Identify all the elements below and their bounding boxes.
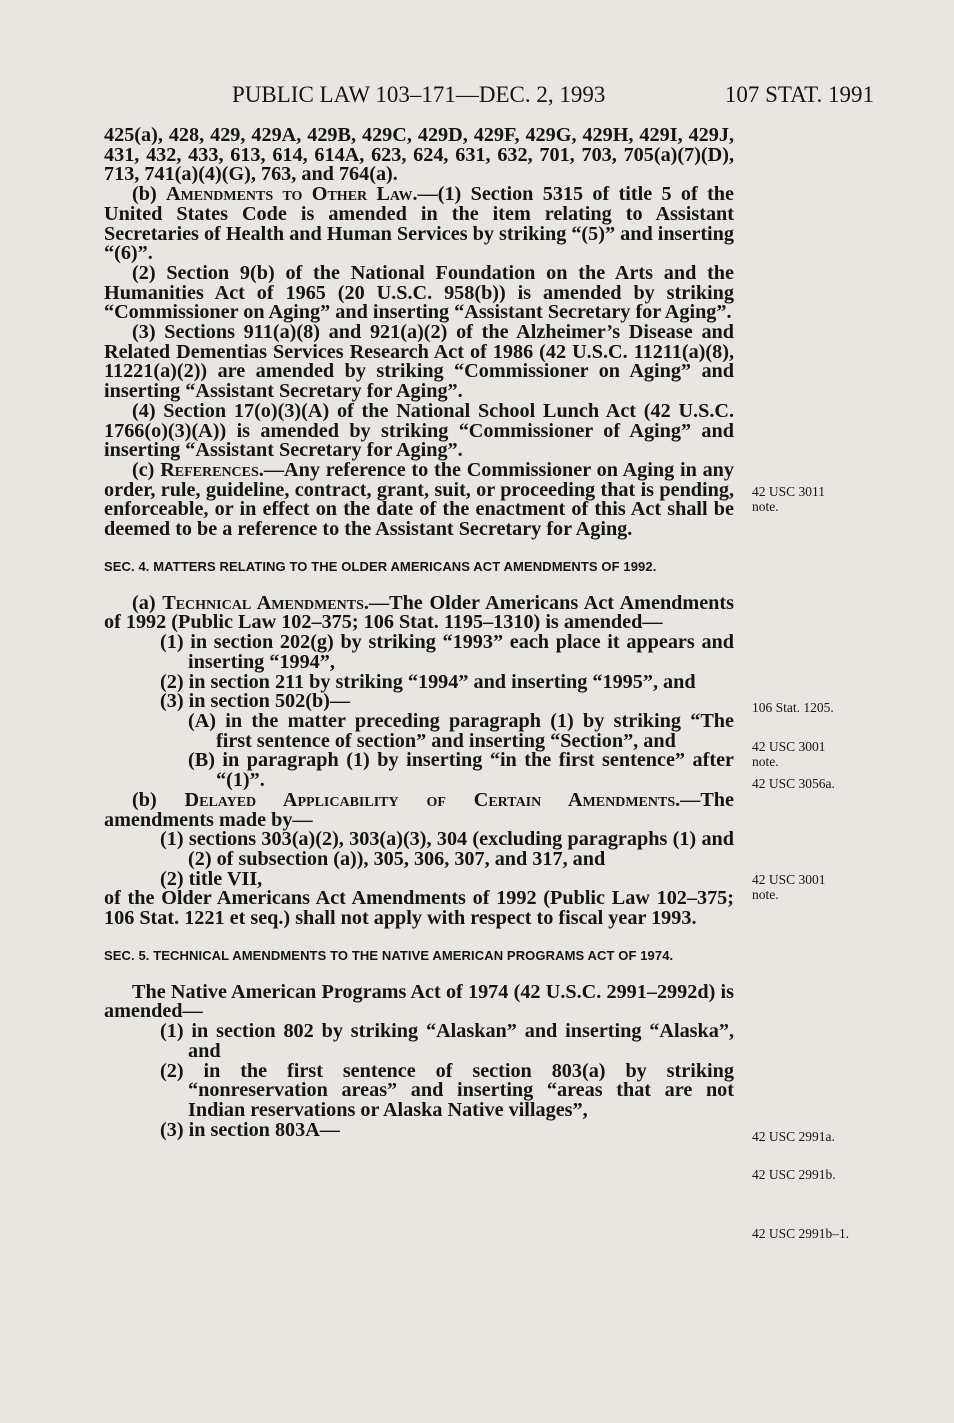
item-2-section-803a: (2) in the first sentence of section 803(a) by striking “nonreservation areas” and inserting “areas that are not Indian reservations or Alaska Native villages”,: [160, 1059, 734, 1121]
item-a-matter-preceding: (A) in the matter preceding paragraph (1) by striking “The first sentence of section” and inserting “Section”, and: [188, 709, 734, 752]
subsection-heading: Amendments to Other Law: [166, 183, 413, 206]
section-5-heading: SEC. 5. TECHNICAL AMENDMENTS TO THE NATIVE AMERICAN PROGRAMS ACT OF 1974.: [104, 947, 674, 963]
item-b-paragraph-1: (B) in paragraph (1) by inserting “in the first sentence” after “(1)”.: [188, 749, 734, 792]
header-stat-page: 107 STAT. 1991: [724, 82, 874, 107]
margin-note: 42 USC 2991b.: [752, 1167, 836, 1182]
item-3-section-502b: (3) in section 502(b)—: [160, 690, 351, 713]
item-1-sections-303: (1) sections 303(a)(2), 303(a)(3), 304 (excluding paragraphs (1) and (2) of subsection (a)), 305, 306, 307, and 317, and: [160, 828, 734, 870]
subsection-b-amendments-other-law: [104, 185, 734, 264]
item-1-section-202g: (1) in section 202(g) by striking “1993” each place it appears and inserting “1994”,: [160, 631, 734, 673]
item-3-section-803A: (3) in section 803A—: [160, 1118, 340, 1141]
paragraph-2-arts-humanities: (2) Section 9(b) of the National Foundation on the Arts and the Humanities Act of 1965 (20 U.S.C. 958(b)) is amended by striking “Commissioner on Aging” and inserting “Assistant Secretary for Aging”.: [104, 261, 734, 324]
subsection-text: .—(1) Section 5315 of title 5 of the United States Code is amended in the item relating to Assistant Secretaries of Health and Human Services by striking “(5)” and inserting “(6)”.: [104, 183, 734, 265]
subsection-label: (c): [132, 458, 161, 481]
subsection-heading: Delayed Applicability of Certain Amendments: [184, 788, 676, 811]
section-4-heading: SEC. 4. MATTERS RELATING TO THE OLDER AMERICANS ACT AMENDMENTS OF 1992.: [104, 558, 657, 574]
margin-note: 42 USC 2991b–1.: [752, 1226, 850, 1241]
subsection-text: .—Any reference to the Commissioner on Aging in any order, rule, guideline, contract, grant, suit, or proceeding that is pending, enforceable, or in effect on the date of the enactment of this Act shall be deemed to be a reference to the Assistant Secretary for Aging.: [104, 458, 734, 541]
subsection-label: (b): [132, 183, 166, 206]
subsection-heading: References: [160, 458, 259, 481]
subsection-text: .—The Older Americans Act Amendments of 1992 (Public Law 102–375; 106 Stat. 1195–1310) is amended—: [104, 591, 734, 634]
subsection-a-technical-amendments: [104, 591, 734, 634]
header-public-law: PUBLIC LAW 103–171—DEC. 2, 1993: [232, 82, 606, 107]
item-1-section-802: (1) in section 802 by striking “Alaskan” and inserting “Alaska”, and: [160, 1020, 734, 1062]
paragraph-4-school-lunch: (4) Section 17(o)(3)(A) of the National School Lunch Act (42 U.S.C. 1766(o)(3)(A)) is amended by striking “Commissioner of Aging” and inserting “Assistant Secretary for Aging”.: [104, 399, 734, 462]
paragraph-3-alzheimers: (3) Sections 911(a)(8) and 921(a)(2) of the Alzheimer’s Disease and Related Dementias Services Research Act of 1986 (42 U.S.C. 11211(a)(8), 11221(a)(2)) are amended by striking “Commissioner on Aging” and inserting “Assistant Secretary for Aging”.: [104, 321, 734, 403]
running-header: [104, 82, 874, 114]
margin-note: 42 USC 3056a.: [752, 776, 835, 791]
closing-clause: of the Older Americans Act Amendments of 1992 (Public Law 102–375; 106 Stat. 1221 et seq.) shall not apply with respect to fiscal year 1993.: [104, 887, 734, 930]
native-american-intro: The Native American Programs Act of 1974 (42 U.S.C. 2991–2992d) is amended—: [104, 980, 734, 1023]
margin-note: 42 USC 3001 note.: [752, 739, 826, 769]
subsection-label: (b): [132, 788, 185, 811]
item-2-title-vii: (2) title VII,: [160, 867, 263, 890]
subsection-c-references: [104, 458, 734, 541]
subsection-b-delayed-applicability: [104, 788, 734, 831]
margin-note: 42 USC 3001 note.: [752, 872, 826, 902]
subsection-label: (a): [132, 591, 163, 614]
section-list-continuation: 425(a), 428, 429, 429A, 429B, 429C, 429D, 429F, 429G, 429H, 429I, 429J, 431, 432, 433, 613, 614, 614A, 623, 624, 631, 632, 701, 703, 705(a)(7)(D), 713, 741(a)(4)(G), 763, and 764(a).: [104, 124, 734, 186]
margin-note: 42 USC 2991a.: [752, 1129, 835, 1144]
margin-note: 106 Stat. 1205.: [752, 700, 834, 715]
subsection-heading: Technical Amendments: [162, 591, 364, 614]
body-text: [104, 126, 734, 1140]
margin-note: 42 USC 3011 note.: [752, 484, 826, 514]
item-2-section-211: (2) in section 211 by striking “1994” and inserting “1995”, and: [160, 670, 696, 693]
subsection-text: .—The amendments made by—: [104, 788, 734, 831]
